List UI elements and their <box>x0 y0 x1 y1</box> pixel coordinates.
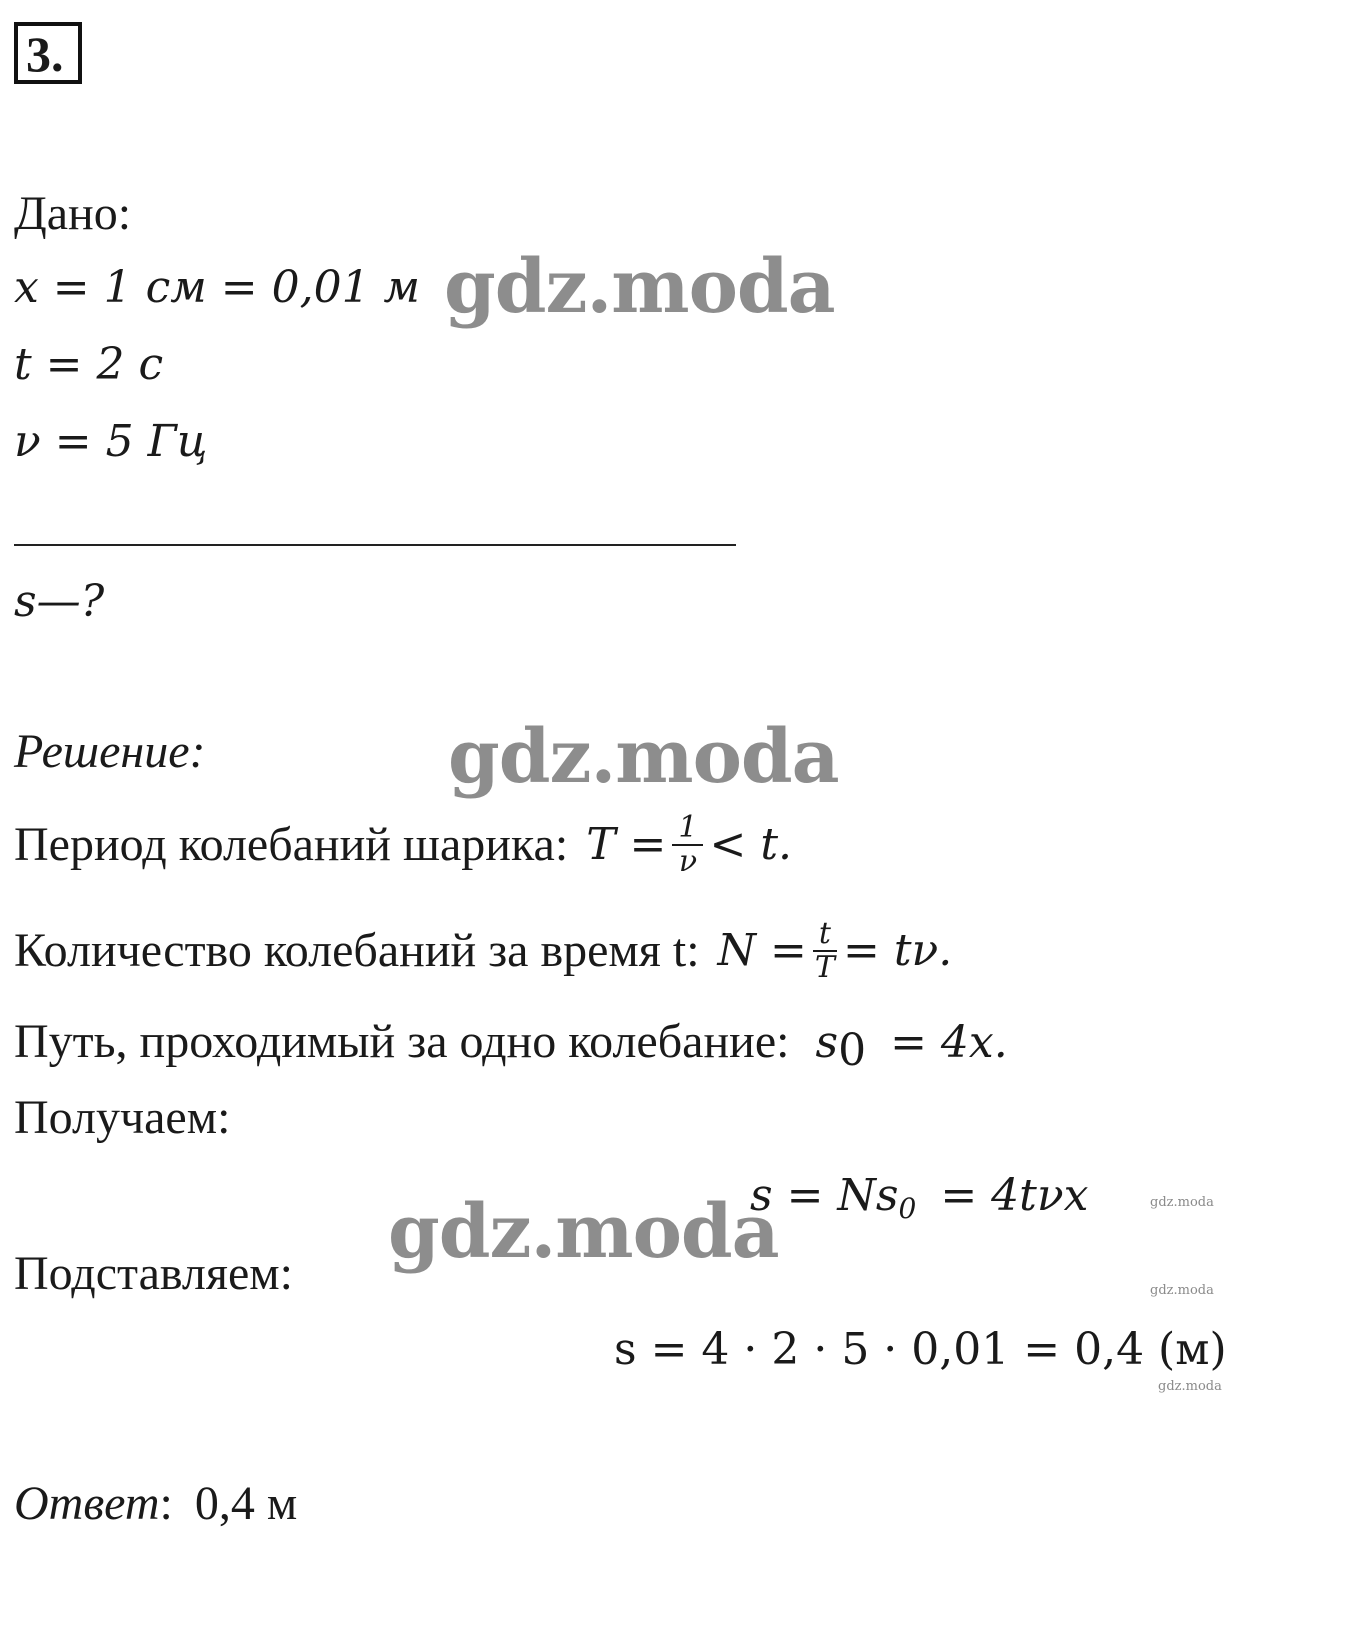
count-numerator: t <box>813 918 837 952</box>
path-s: s <box>815 1017 839 1068</box>
period-lhs: T = <box>586 818 667 870</box>
watermark-small: gdz.moda <box>1150 1283 1214 1298</box>
watermark-small: gdz.moda <box>1158 1379 1222 1394</box>
period-text: Период колебаний шарика: <box>14 817 569 871</box>
watermark: gdz.moda <box>444 244 835 330</box>
formula-subscript: 0 <box>898 1192 917 1225</box>
count-denominator: T <box>814 949 835 985</box>
period-line <box>14 812 792 877</box>
period-rhs: < t. <box>709 818 793 870</box>
answer-colon: : <box>159 1477 173 1530</box>
given-t: t = 2 с <box>14 339 164 390</box>
path-subscript: 0 <box>838 1025 867 1076</box>
find-s: s—? <box>14 576 105 627</box>
given-nu: ν = 5 Гц <box>14 416 208 467</box>
watermark-small: gdz.moda <box>1150 1195 1214 1210</box>
given-divider <box>14 544 736 546</box>
count-line <box>14 918 952 983</box>
answer-label: Ответ <box>14 1477 160 1530</box>
answer-line <box>14 1477 298 1530</box>
get-text: Получаем: <box>14 1091 231 1144</box>
watermark: gdz.moda <box>388 1189 779 1275</box>
period-fraction <box>672 812 703 877</box>
answer-value: 0,4 м <box>194 1477 298 1530</box>
formula-general <box>750 1170 1089 1225</box>
count-lhs: N = <box>717 924 807 976</box>
given-x: x = 1 см = 0,01 м <box>14 262 421 313</box>
path-rhs: = 4x. <box>890 1017 1008 1068</box>
substitute-text: Подставляем: <box>14 1247 293 1300</box>
given-heading: Дано: <box>14 187 132 240</box>
solution-heading: Решение: <box>14 725 206 778</box>
count-fraction <box>813 918 837 983</box>
formula-part-a: s = Ns <box>750 1170 899 1221</box>
count-text: Количество колебаний за время t: <box>14 923 700 977</box>
formula-part-b: = 4tνx <box>940 1170 1089 1221</box>
path-line <box>14 1015 1008 1076</box>
watermark: gdz.moda <box>448 714 839 800</box>
problem-number: 3. <box>14 22 82 84</box>
result-formula: s = 4 · 2 · 5 · 0,01 = 0,4 (м) <box>614 1324 1227 1375</box>
period-numerator: 1 <box>672 812 703 846</box>
path-text: Путь, проходимый за одно колебание: <box>14 1015 790 1068</box>
count-rhs: = tν. <box>842 924 953 976</box>
period-denominator: ν <box>678 843 698 879</box>
